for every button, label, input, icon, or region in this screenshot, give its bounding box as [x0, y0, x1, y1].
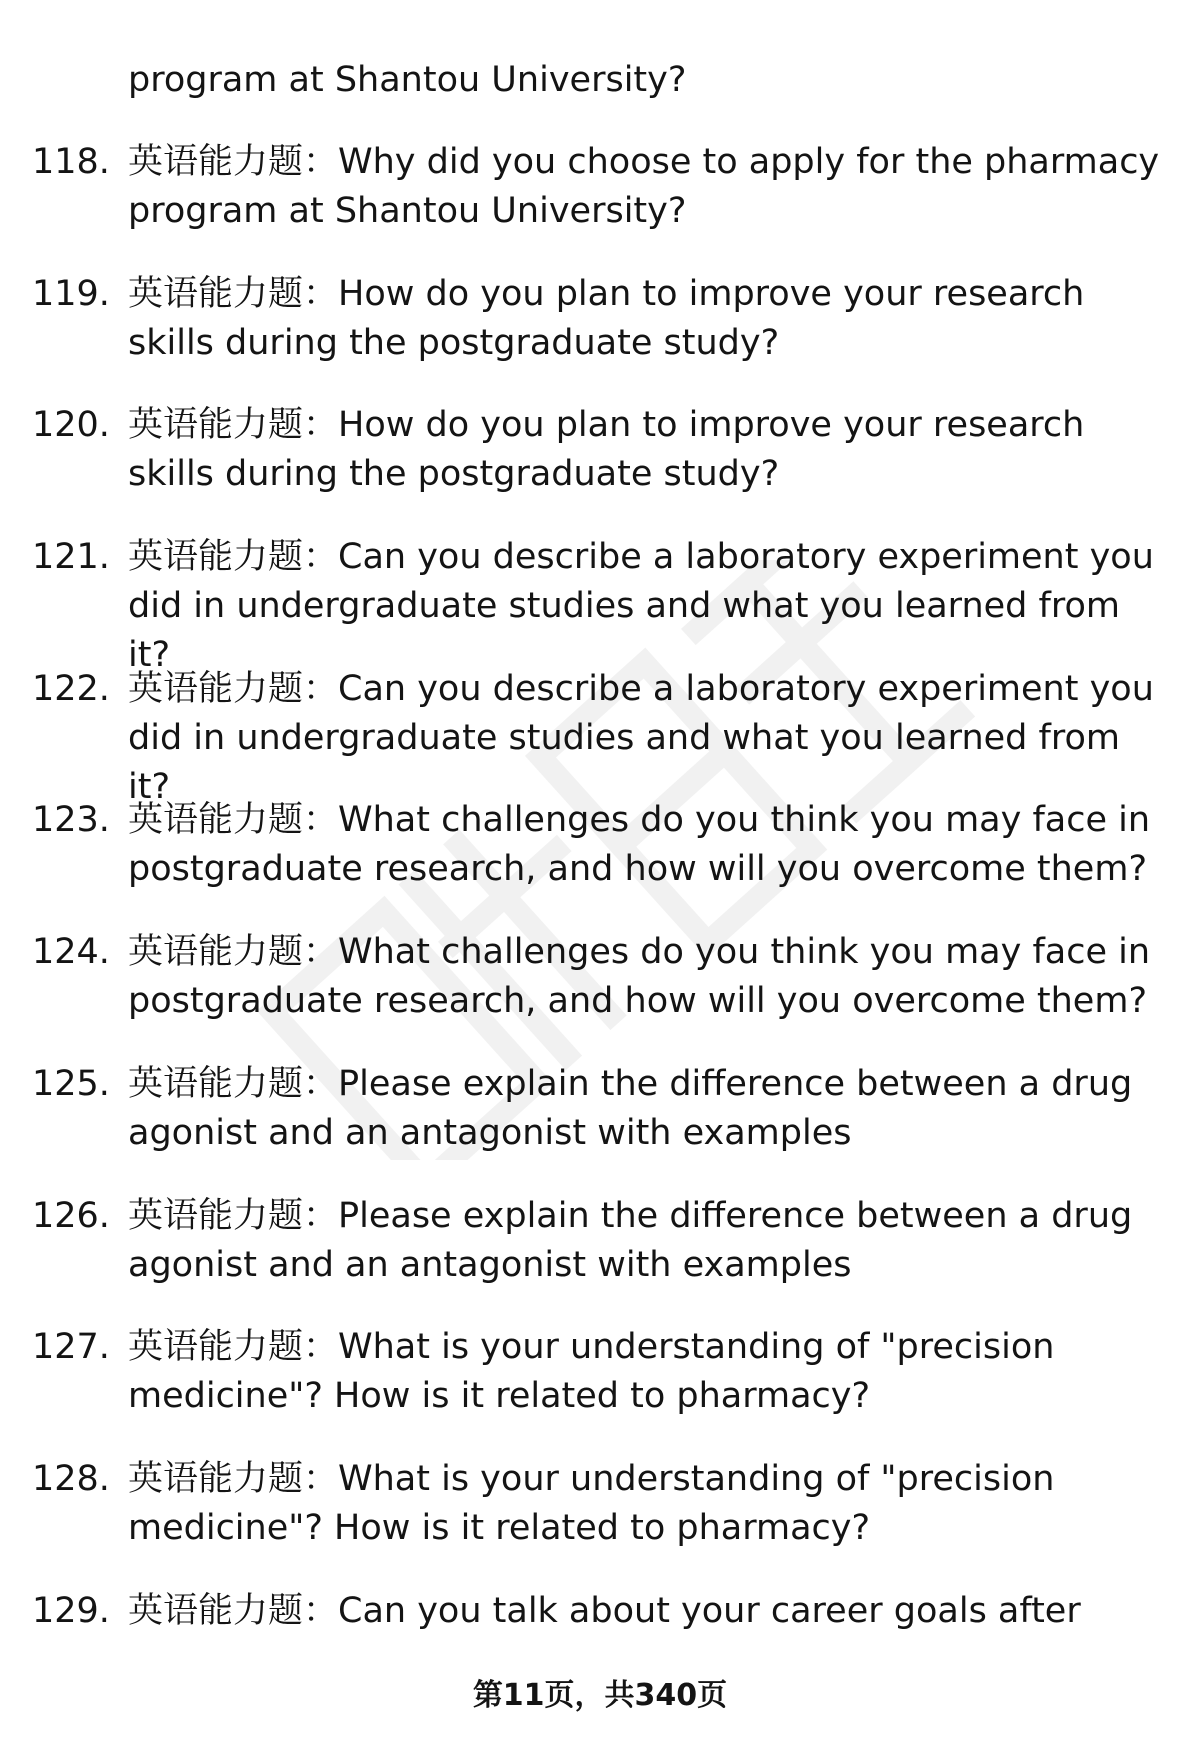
question-item — [0, 533, 1200, 675]
question-item — [0, 1587, 1200, 1636]
question-item — [0, 1323, 1200, 1421]
question-number: 128. — [32, 1459, 110, 1499]
question-tag: 英语能力题： — [128, 800, 339, 840]
question-text: Why did you choose to apply for the pharmacy program at Shantou University? — [128, 142, 1160, 231]
question-text: Can you talk about your career goals after — [338, 1591, 1081, 1631]
question-text: What is your understanding of "precision medicine"? How is it related to pharmacy? — [128, 1459, 1055, 1548]
question-text: Can you describe a laboratory experiment you did in undergraduate studies and what you learned from it? — [128, 537, 1154, 675]
question-text: How do you plan to improve your research skills during the postgraduate study? — [128, 405, 1085, 494]
question-text: What challenges do you think you may face in postgraduate research, and how will you overcome them? — [128, 932, 1151, 1021]
question-text: What challenges do you think you may face in postgraduate research, and how will you overcome them? — [128, 800, 1151, 889]
question-number: 123. — [32, 800, 110, 840]
question-number: 120. — [32, 405, 110, 445]
question-number: 122. — [32, 669, 110, 709]
question-item — [0, 665, 1200, 807]
question-number: 129. — [32, 1591, 110, 1631]
question-body — [128, 533, 1173, 680]
question-item — [0, 401, 1200, 499]
question-body — [128, 401, 1173, 499]
question-number: 118. — [32, 142, 110, 182]
question-number: 127. — [32, 1327, 110, 1367]
question-tag: 英语能力题： — [128, 669, 339, 709]
question-tag: 英语能力题： — [128, 1591, 339, 1631]
question-number: 121. — [32, 537, 110, 577]
question-body — [128, 665, 1173, 812]
question-text: Please explain the difference between a drug agonist and an antagonist with examples — [128, 1064, 1133, 1153]
question-tag: 英语能力题： — [128, 142, 339, 182]
question-item — [0, 1455, 1200, 1553]
question-item — [0, 796, 1200, 894]
question-item — [0, 1060, 1200, 1158]
question-text: How do you plan to improve your research skills during the postgraduate study? — [128, 274, 1085, 363]
question-number: 125. — [32, 1064, 110, 1104]
question-tag: 英语能力题： — [128, 1459, 339, 1499]
question-item — [0, 270, 1200, 368]
question-item — [0, 1192, 1200, 1290]
question-tag: 英语能力题： — [128, 274, 339, 314]
question-tag: 英语能力题： — [128, 932, 339, 972]
question-body — [128, 1587, 1173, 1636]
page-footer: 第11页，共340页 — [472, 1678, 728, 1713]
question-item — [0, 138, 1200, 236]
question-tag: 英语能力题： — [128, 1327, 339, 1367]
question-number: 119. — [32, 274, 110, 314]
question-number: 124. — [32, 932, 110, 972]
question-text: Can you describe a laboratory experiment you did in undergraduate studies and what you learned from it? — [128, 669, 1154, 807]
question-tag: 英语能力题： — [128, 537, 339, 577]
question-number: 126. — [32, 1196, 110, 1236]
question-body — [128, 270, 1173, 368]
question-body — [128, 1060, 1173, 1158]
question-item — [0, 928, 1200, 1026]
question-body — [128, 796, 1173, 894]
question-body — [128, 1323, 1173, 1421]
question-tag: 英语能力题： — [128, 405, 339, 445]
continuation-text: program at Shantou University? — [128, 60, 687, 100]
question-body — [128, 928, 1173, 1026]
question-text: Please explain the difference between a drug agonist and an antagonist with examples — [128, 1196, 1133, 1285]
question-body — [128, 1192, 1173, 1290]
question-tag: 英语能力题： — [128, 1196, 339, 1236]
question-body — [128, 138, 1173, 236]
question-tag: 英语能力题： — [128, 1064, 339, 1104]
question-text: What is your understanding of "precision medicine"? How is it related to pharmacy? — [128, 1327, 1055, 1416]
question-body — [128, 1455, 1173, 1553]
